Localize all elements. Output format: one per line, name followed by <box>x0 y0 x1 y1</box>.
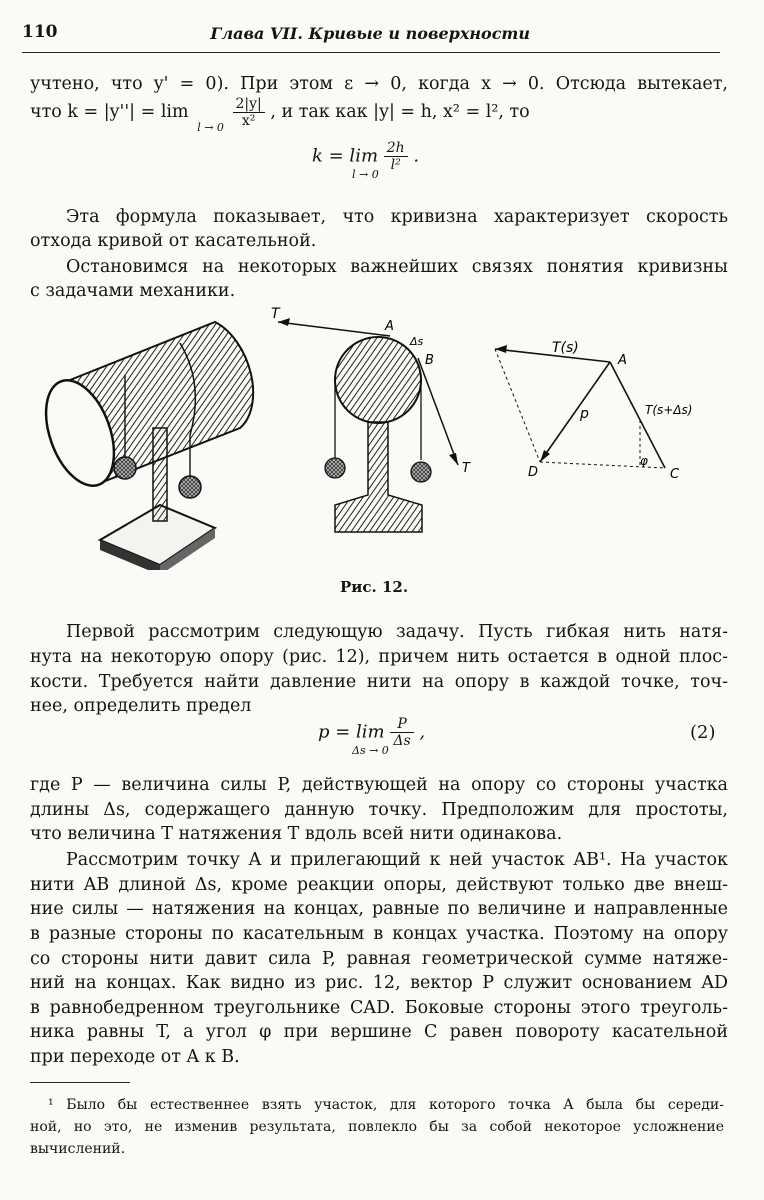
formula-lhs: k = lim <box>312 145 379 167</box>
fraction: $\frac{2|y|}{\text{x²}}$ <box>233 96 265 129</box>
running-title: Глава VII. Кривые и поверхности <box>210 24 530 43</box>
text-line: Первой рассмотрим следующую задачу. Пусть гибкая нить натя- <box>66 622 728 642</box>
label-phi: φ <box>640 454 648 468</box>
label-ds: Δs <box>410 335 424 348</box>
text-line: в равнобедренном треугольнике CAD. Боковые стороны этого треуголь- <box>30 998 728 1018</box>
fraction: $\frac{2h}{\text{l²}}$ <box>384 140 408 173</box>
limit-subscript: l → 0 <box>197 121 224 134</box>
text-line: Рассмотрим точку A и прилегающий к ней участок AB¹. На участок <box>66 850 728 870</box>
label-C: C <box>670 467 680 482</box>
figure-12 <box>0 300 764 570</box>
formula-lhs: p = lim <box>318 721 385 743</box>
text-line: Эта формула показывает, что кривизна характеризует скорость <box>66 207 728 227</box>
footnote-rule <box>30 1082 130 1083</box>
footnote-line: ¹ Было бы естественнее взять участок, для которого точка A была бы середи- <box>48 1097 724 1113</box>
fraction: $\frac{P}{\Delta s}$ <box>390 716 413 749</box>
disc-illustration <box>271 306 471 532</box>
limit-subscript: l → 0 <box>352 168 379 181</box>
force-triangle <box>495 340 692 482</box>
text-line: длины Δs, содержащего данную точку. Предположим для простоты, <box>30 800 728 820</box>
text-line: со стороны нити давит сила P, равная геометрической сумме натяже- <box>30 949 728 969</box>
display-formula-k <box>312 140 420 181</box>
label-B: B <box>425 353 434 368</box>
text-line: что величина T натяжения T вдоль всей нити одинакова. <box>30 824 563 844</box>
text-line: ника равны T, а угол φ при вершине C равен повороту касательной <box>30 1022 728 1042</box>
text-line: нее, определить предел <box>30 696 252 716</box>
text-line: при переходе от A к B. <box>30 1047 240 1067</box>
label-Ts: T(s) <box>552 340 579 356</box>
label-p: p <box>580 406 589 422</box>
text-line: ний на концах. Как видно из рис. 12, вектор P служит основанием AD <box>30 973 728 993</box>
text-line: отхода кривой от касательной. <box>30 231 317 251</box>
footnote-line: ной, но это, не изменив результата, повлекло бы за собой некоторое усложнение <box>30 1119 724 1135</box>
text-line: Остановимся на некоторых важнейших связях понятия кривизны <box>66 257 728 277</box>
formula-text: , и так как |y| = h, x² = l², то <box>270 102 530 122</box>
text-line: нити AB длиной Δs, кроме реакции опоры, действуют только две внеш- <box>30 875 728 895</box>
text-line: где P — величина силы P, действующей на опору со стороны участка <box>30 775 728 795</box>
formula-end: , <box>419 721 426 743</box>
page-header <box>22 22 720 53</box>
text-line: нута на некоторую опору (рис. 12), причем нить остается в одной плос- <box>30 647 728 667</box>
page-number: 110 <box>22 22 58 42</box>
label-D: D <box>528 465 539 480</box>
formula-end: . <box>413 145 420 167</box>
text-line: кости. Требуется найти давление нити на опору в каждой точке, точ- <box>30 672 728 692</box>
text-line: учтено, что y' = 0). При этом ε → 0, когда x → 0. Отсюда вытекает, <box>30 74 728 94</box>
label-T-left: T <box>271 306 280 322</box>
footnote-line: вычислений. <box>30 1141 126 1157</box>
inline-formula-line <box>30 96 728 132</box>
label-A: A <box>385 319 394 334</box>
text-line: в разные стороны по касательным в концах участка. Поэтому на опору <box>30 924 728 944</box>
cylinder-illustration <box>33 322 253 570</box>
figure-caption: Рис. 12. <box>340 578 409 596</box>
label-A2: A <box>618 353 627 368</box>
text-line: ние силы — натяжения на концах, равные по величине и направленные <box>30 899 728 919</box>
limit-subscript: Δs → 0 <box>352 744 389 757</box>
display-formula-p <box>318 716 426 757</box>
formula-text: что k = |y''| = lim <box>30 102 189 122</box>
label-Tsds: T(s+Δs) <box>645 403 693 417</box>
text-line: с задачами механики. <box>30 281 236 301</box>
label-T-right: T <box>462 461 470 476</box>
equation-number: (2) <box>690 722 716 743</box>
